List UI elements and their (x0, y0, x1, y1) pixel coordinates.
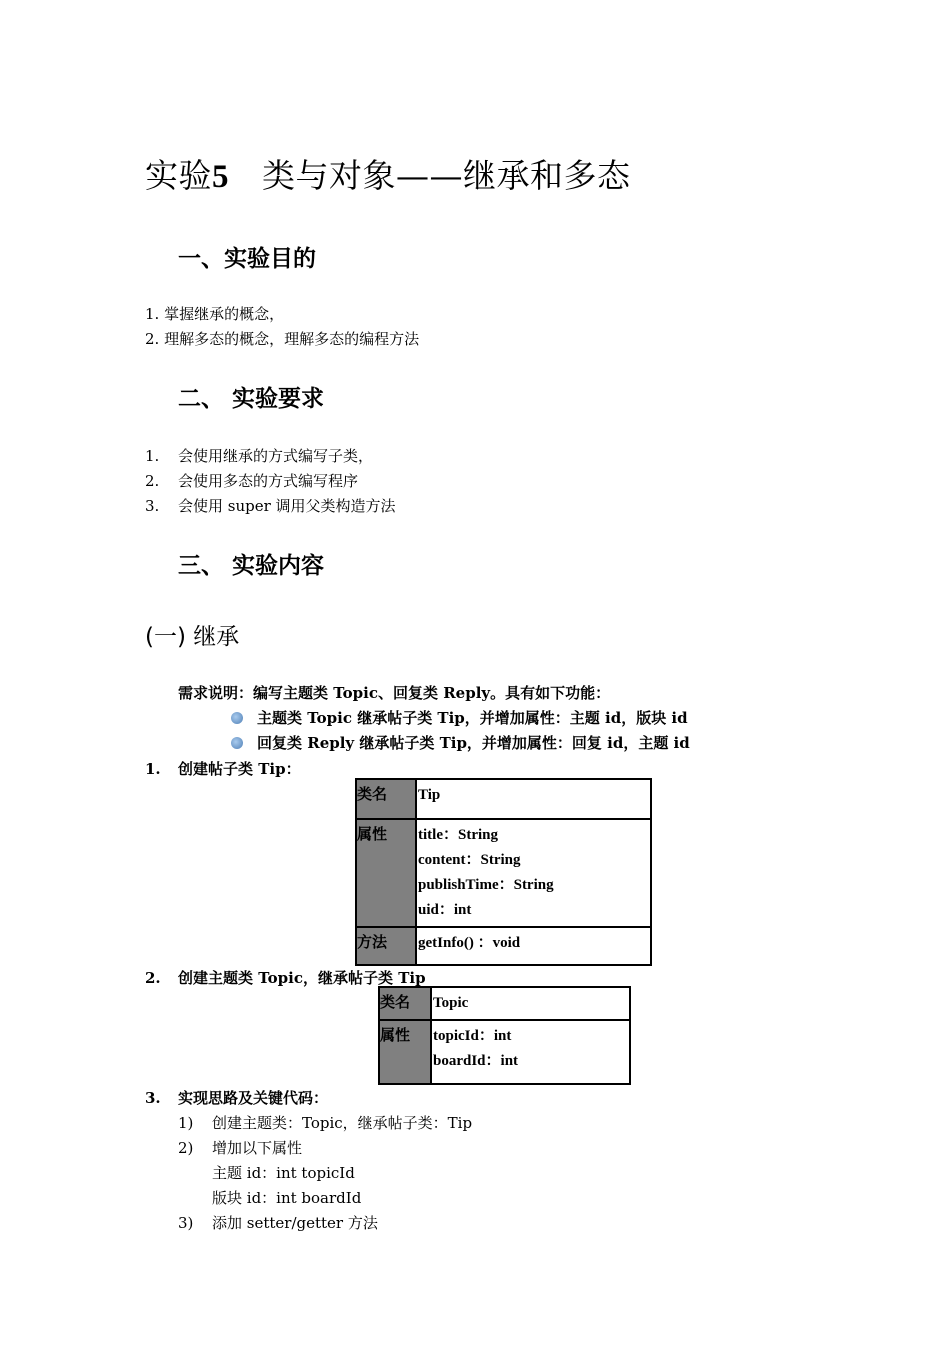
requirement-bullet-2 (231, 732, 690, 753)
requirement-item-2 (145, 470, 358, 491)
step-text: 创建帖子类 Tip： (178, 760, 301, 778)
table-value-attributes (416, 819, 651, 927)
subsection-heading-inheritance: (一) 继承 (145, 624, 240, 650)
table-label-attributes: 属性 (356, 819, 416, 927)
substep-text: 版块 id：int boardId (212, 1189, 362, 1207)
step-3 (145, 1087, 328, 1108)
step-2 (145, 967, 426, 988)
step-1 (145, 758, 301, 779)
substep-number: 3) (178, 1214, 194, 1232)
substep-2 (178, 1137, 302, 1158)
substep-text: 创建主题类：Topic，继承帖子类：Tip (212, 1114, 473, 1132)
attribute-line: content：String (418, 852, 521, 868)
section-heading-purpose: 一、实验目的 (178, 246, 316, 272)
attribute-line: boardId：int (433, 1053, 519, 1069)
substep-2-detail-2 (178, 1187, 361, 1208)
purpose-item-1: 1. 掌握继承的概念， (145, 305, 285, 323)
section-heading-requirements: 二、 实验要求 (178, 386, 325, 412)
purpose-item-2: 2. 理解多态的概念，理解多态的编程方法 (145, 330, 420, 348)
bullet-icon (231, 737, 243, 749)
step-number: 2. (145, 969, 161, 987)
table-value-classname: Tip (416, 779, 651, 819)
requirement-number: 2. (145, 472, 160, 490)
title-prefix: 实验 (145, 156, 212, 195)
substep-number: 1) (178, 1114, 194, 1132)
bullet-icon (231, 712, 243, 724)
page-title (145, 150, 630, 197)
table-label-attributes: 属性 (379, 1020, 431, 1084)
title-rest: 类与对象——继承和多态 (261, 156, 631, 195)
substep-text: 增加以下属性 (212, 1139, 303, 1157)
table-value-attributes (431, 1020, 630, 1084)
step-number: 3. (145, 1089, 161, 1107)
step-text: 创建主题类 Topic，继承帖子类 Tip (178, 969, 426, 987)
bullet-text: 回复类 Reply 继承帖子类 Tip，并增加属性：回复 id，主题 id (257, 734, 690, 752)
requirement-number: 3. (145, 497, 160, 515)
requirement-item-3 (145, 495, 396, 516)
requirement-bullet-1 (231, 707, 688, 728)
table-value-classname: Topic (431, 987, 630, 1020)
requirement-text: 会使用多态的方式编写程序 (178, 472, 359, 490)
table-label-classname: 类名 (356, 779, 416, 819)
substep-2-detail-1 (178, 1162, 355, 1183)
table-label-methods: 方法 (356, 927, 416, 965)
requirement-number: 1. (145, 447, 160, 465)
attribute-line: topicId：int (433, 1028, 512, 1044)
substep-3 (178, 1212, 378, 1233)
topic-class-table (378, 986, 631, 1085)
title-number: 5 (212, 159, 229, 195)
section-heading-content: 三、 实验内容 (178, 553, 325, 579)
attribute-line: title：String (418, 827, 498, 843)
attribute-line: uid：int (418, 902, 472, 918)
substep-number: 2) (178, 1139, 194, 1157)
bullet-text: 主题类 Topic 继承帖子类 Tip，并增加属性：主题 id，版块 id (257, 709, 688, 727)
substep-text: 主题 id：int topicId (212, 1164, 355, 1182)
table-value-methods: getInfo() ：void (416, 927, 651, 965)
substep-text: 添加 setter/getter 方法 (212, 1214, 378, 1232)
attribute-line: publishTime：String (418, 877, 554, 893)
tip-class-table (355, 778, 652, 966)
substep-1 (178, 1112, 472, 1133)
table-label-classname: 类名 (379, 987, 431, 1020)
requirement-item-1 (145, 445, 373, 466)
requirement-text: 会使用 super 调用父类构造方法 (178, 497, 396, 515)
step-text: 实现思路及关键代码： (178, 1089, 329, 1107)
step-number: 1. (145, 760, 161, 778)
requirement-text: 会使用继承的方式编写子类， (178, 447, 374, 465)
requirement-intro: 需求说明：编写主题类 Topic、回复类 Reply。具有如下功能： (178, 684, 611, 702)
